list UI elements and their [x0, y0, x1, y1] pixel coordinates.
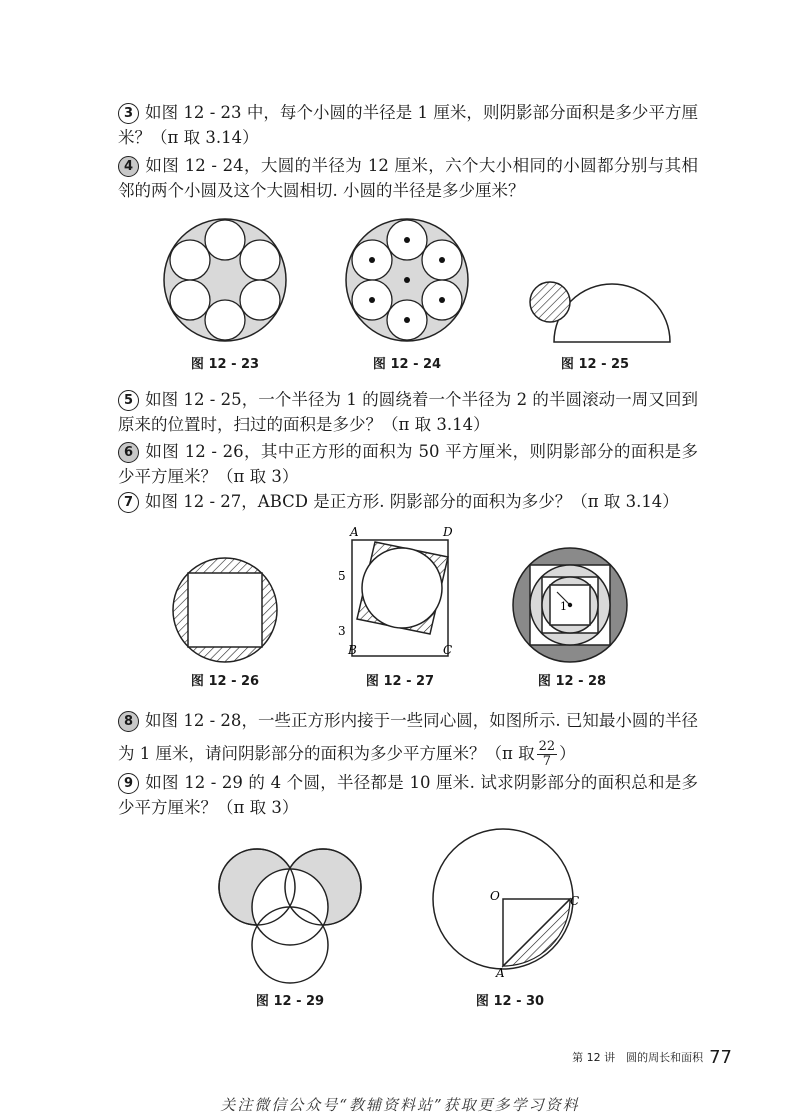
problem-number: 6: [118, 442, 139, 463]
problem-8: 8 如图 12 - 28，一些正方形内接于一些同心圆，如图所示. 已知最小圆的半径为 1 厘米，请问阴影部分的面积为多少平方厘米？（π 取 $\frac{22}{7}$ ）: [118, 711, 698, 769]
problem-text: 如图 12 - 29 的 4 个圆，半径都是 10 厘米. 试求阴影部分的面积总和是多少平方厘米？（π 取 3）: [118, 773, 698, 817]
problem-3: [118, 100, 698, 150]
caption-12-28: 图 12 - 28: [537, 674, 607, 689]
label-C: C: [443, 643, 453, 657]
figure-12-30: [430, 827, 590, 982]
caption-12-26: 图 12 - 26: [190, 674, 260, 689]
problem-text: 如图 12 - 25，一个半径为 1 的圆绕着一个半径为 2 的半圆滚动一周又回到原来的位置时，扫过的面积是多少？（π 取 3.14）: [118, 390, 698, 434]
problem-text: 如图 12 - 24，大圆的半径为 12 厘米，六个大小相同的小圆都分别与其相邻的两个小圆及这个大圆相切. 小圆的半径是多少厘米？: [118, 156, 698, 200]
label-C: C: [570, 894, 580, 908]
label-B: B: [348, 643, 357, 657]
problem-text: 如图 12 - 23 中，每个小圆的半径是 1 厘米，则阴影部分面积是多少平方厘米？（π 取 3.14）: [118, 103, 698, 147]
problem-number: 5: [118, 390, 139, 411]
caption-12-27: 图 12 - 27: [365, 674, 435, 689]
label-A: A: [496, 966, 505, 980]
problem-9: [118, 770, 698, 820]
page-footer: [572, 1047, 732, 1068]
caption-12-29: 图 12 - 29: [255, 994, 325, 1009]
figure-12-23: [160, 215, 290, 345]
figure-12-25: [522, 275, 672, 345]
problem-text: 如图 12 - 28，一些正方形内接于一些同心圆，如图所示. 已知最小圆的半径为 1 厘米，请问阴影部分的面积为多少平方厘米？（π 取: [118, 711, 698, 763]
problem-number: 4: [118, 156, 139, 177]
caption-12-30: 图 12 - 30: [475, 994, 545, 1009]
problem-text: 如图 12 - 26，其中正方形的面积为 50 平方厘米，则阴影部分的面积是多少平方厘米？（π 取 3）: [118, 442, 698, 486]
bottom-banner: 关注微信公众号“教辅资料站”获取更多学习资料: [220, 1096, 580, 1114]
fraction-22-7: $\frac{22}{7}$: [538, 739, 556, 769]
label-radius-1: 1: [560, 600, 567, 613]
caption-12-23: 图 12 - 23: [190, 357, 260, 372]
figure-12-29: [205, 835, 375, 985]
label-D: D: [443, 525, 453, 539]
problem-number: 9: [118, 773, 139, 794]
label-O: O: [490, 889, 500, 903]
problem-number: 8: [118, 711, 139, 732]
label-side-5: 5: [338, 569, 346, 583]
problem-6: [118, 439, 698, 489]
figure-12-26: [170, 555, 280, 665]
problem-text: 如图 12 - 27，ABCD 是正方形. 阴影部分的面积为多少？（π 取 3.14）: [145, 492, 679, 511]
problem-5: [118, 387, 698, 437]
label-side-3: 3: [338, 624, 346, 638]
figure-12-28: [510, 545, 630, 665]
chapter-title: 第 12 讲 圆的周长和面积: [572, 1051, 704, 1064]
figure-12-24: [342, 215, 472, 345]
figure-12-27: [330, 522, 470, 662]
problem-number: 7: [118, 492, 139, 513]
page-number: 77: [709, 1047, 732, 1068]
caption-12-24: 图 12 - 24: [372, 357, 442, 372]
label-A: A: [350, 525, 359, 539]
problem-7: [118, 489, 698, 514]
caption-12-25: 图 12 - 25: [560, 357, 630, 372]
problem-4: [118, 153, 698, 203]
problem-number: 3: [118, 103, 139, 124]
